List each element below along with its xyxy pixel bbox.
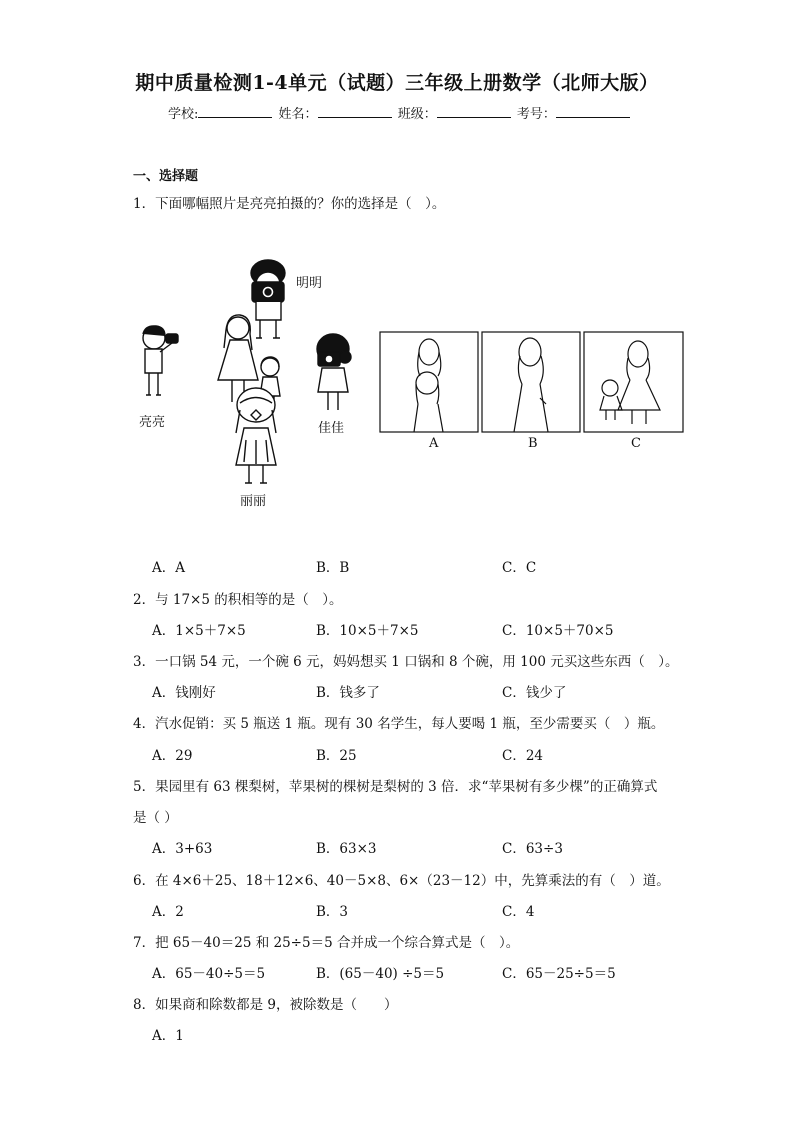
q6-option-b[interactable]: B．3 (316, 904, 349, 920)
photo-b-frame (482, 332, 580, 432)
q6-option-a[interactable]: A．2 (152, 904, 184, 920)
q2-option-b[interactable]: B．10×5＋7×5 (316, 623, 419, 639)
question-5-stem: 5．果园里有 63 棵梨树，苹果树的棵树是梨树的 3 倍．求“苹果树有多少棵”的正确算式 (133, 779, 658, 795)
page-title: 期中质量检测1-4单元（试题）三年级上册数学（北师大版） (135, 72, 659, 94)
class-label: 班级： (397, 107, 437, 122)
liangliang-figure (143, 326, 178, 395)
lili-figure (236, 388, 276, 483)
q1-option-b[interactable]: B．B (316, 560, 350, 576)
q2-option-c[interactable]: C．10×5＋70×5 (502, 623, 614, 639)
question-7-stem: 7．把 65－40＝25 和 25÷5＝5 合并成一个综合算式是（ ）。 (133, 935, 520, 951)
exam-number-label: 考号： (516, 107, 556, 122)
school-label: 学校: (168, 107, 199, 122)
q3-option-a[interactable]: A．钱刚好 (152, 685, 216, 701)
question-6-stem: 6．在 4×6＋25、18＋12×6、40－5×8、6×（23－12）中，先算乘法的有（ ）道。 (133, 873, 670, 889)
q7-option-a[interactable]: A．65－40÷5＝5 (152, 966, 266, 982)
q1-option-c[interactable]: C．C (502, 560, 537, 576)
q3-option-b[interactable]: B．钱多了 (316, 685, 380, 701)
q1-option-a[interactable]: A．A (152, 560, 185, 576)
photo-a-frame (380, 332, 478, 432)
q4-option-b[interactable]: B．25 (316, 748, 357, 764)
label-liangliang: 亮亮 (139, 415, 166, 430)
q7-option-b[interactable]: B．(65－40) ÷5＝5 (316, 966, 445, 982)
label-mingming: 明明 (296, 276, 323, 291)
question-8-stem: 8．如果商和除数都是 9，被除数是（ ） (133, 997, 398, 1013)
question-3-stem: 3．一口锅 54 元，一个碗 6 元，妈妈想买 1 口锅和 8 个碗，用 100 元买这些东西（ ）。 (133, 654, 679, 670)
mingming-figure (251, 260, 285, 338)
q8-option-a[interactable]: A．1 (152, 1028, 184, 1044)
photo-label-c: C (631, 436, 641, 451)
question-2-stem: 2．与 17×5 的积相等的是（ ）。 (133, 592, 343, 608)
label-lili: 丽丽 (240, 494, 267, 509)
q2-option-a[interactable]: A．1×5＋7×5 (152, 623, 246, 639)
q6-option-c[interactable]: C．4 (502, 904, 535, 920)
q3-option-c[interactable]: C．钱少了 (502, 685, 567, 701)
photo-c-frame (584, 332, 683, 432)
question-5-stem-continued: 是（ ） (133, 810, 178, 826)
children-illustration (0, 0, 794, 520)
question-1-stem: 1．下面哪幅照片是亮亮拍摄的？你的选择是（ ）。 (133, 196, 446, 212)
photo-frames (380, 332, 683, 432)
name-label: 姓名： (278, 107, 318, 122)
jiajia-figure (317, 334, 351, 410)
photo-label-b: B (528, 436, 538, 451)
q4-option-c[interactable]: C．24 (502, 748, 544, 764)
q7-option-c[interactable]: C．65－25÷5＝5 (502, 966, 616, 982)
q5-option-c[interactable]: C．63÷3 (502, 841, 563, 857)
photo-label-a: A (429, 436, 439, 451)
section-title: 一、选择题 (133, 169, 199, 184)
q5-option-b[interactable]: B．63×3 (316, 841, 377, 857)
question-4-stem: 4．汽水促销：买 5 瓶送 1 瓶。现有 30 名学生，每人要喝 1 瓶，至少需要买（ ）瓶。 (133, 716, 665, 732)
q4-option-a[interactable]: A．29 (152, 748, 193, 764)
label-jiajia: 佳佳 (318, 421, 345, 436)
q5-option-a[interactable]: A．3+63 (152, 841, 213, 857)
